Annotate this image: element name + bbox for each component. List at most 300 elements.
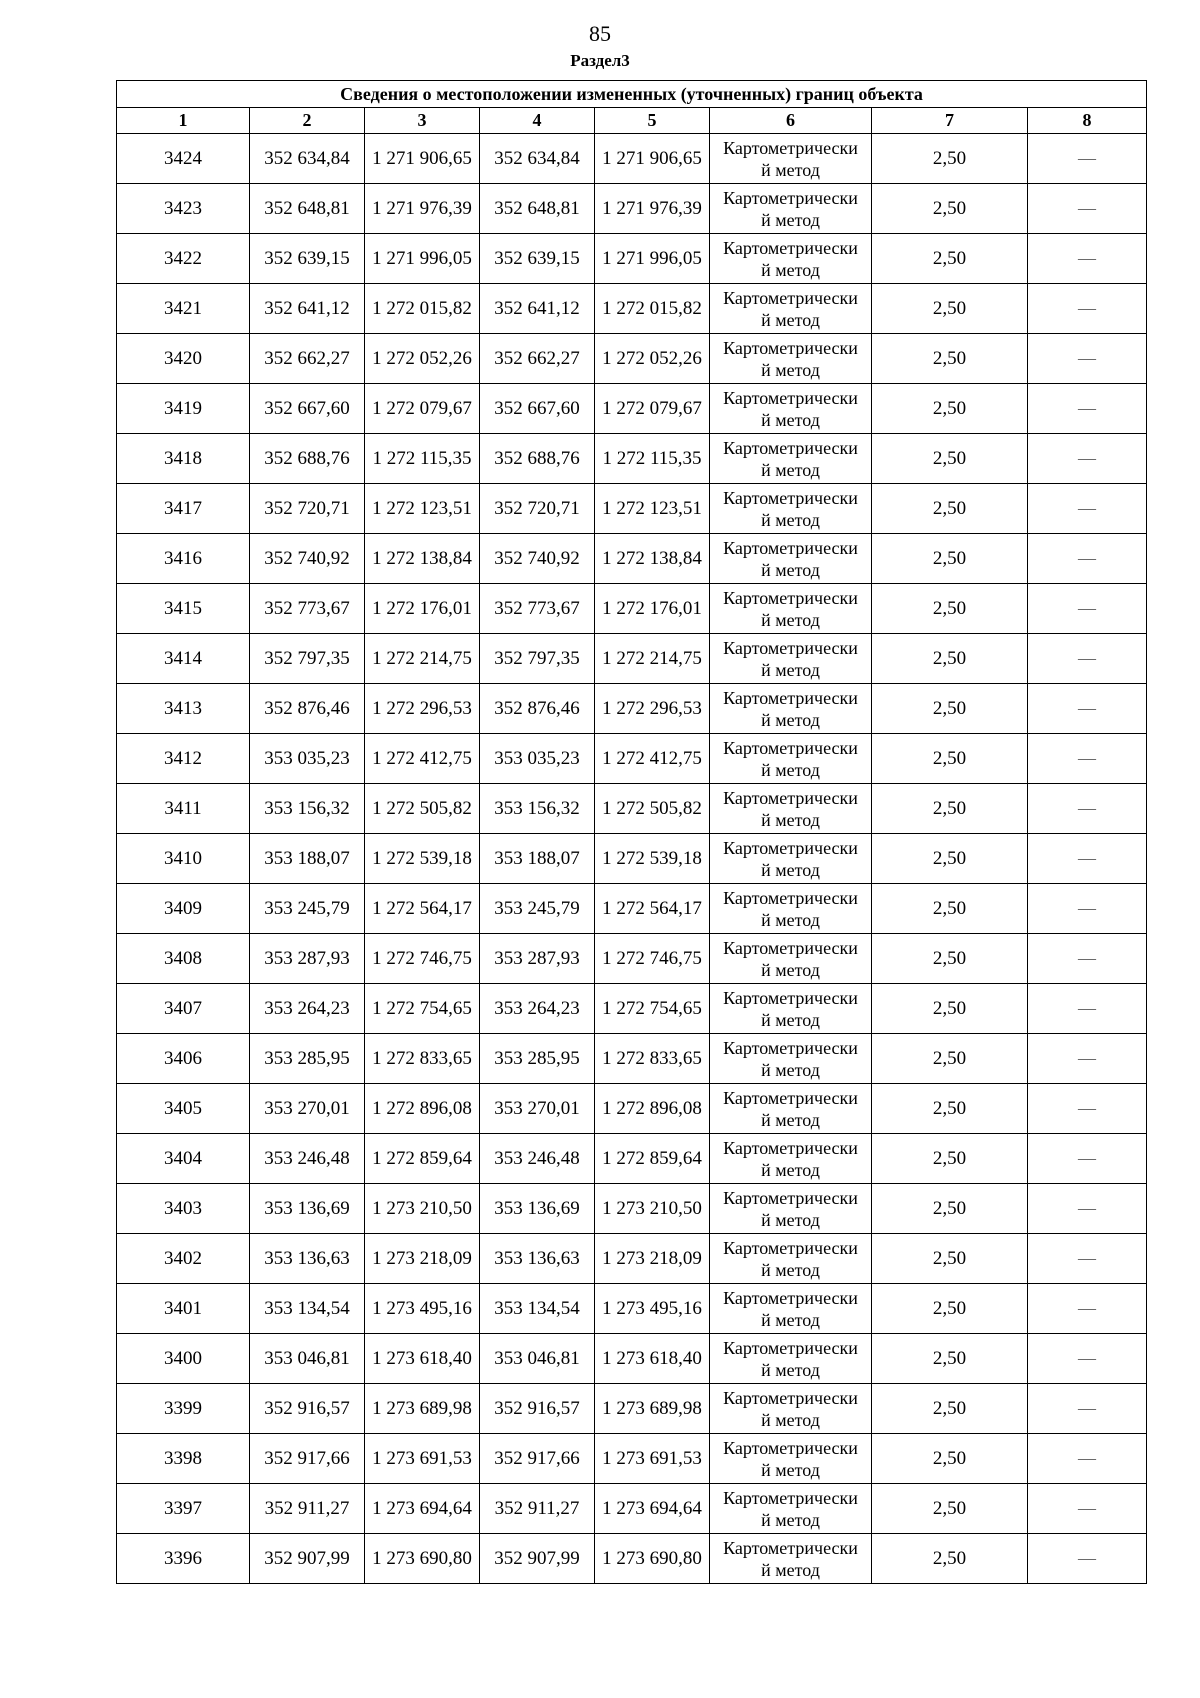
- precision-cell: 2,50: [872, 784, 1028, 834]
- y-coordinate-cell: 1 272 138,84: [595, 534, 710, 584]
- method-cell: [710, 534, 872, 584]
- note-cell: —: [1028, 684, 1147, 734]
- table-caption: Сведения о местоположении измененных (уточненных) границ объекта: [117, 81, 1147, 108]
- precision-cell: 2,50: [872, 984, 1028, 1034]
- method-text-line2: й метод: [761, 1259, 820, 1280]
- x-coordinate-cell: 353 246,48: [250, 1134, 365, 1184]
- point-id-cell: 3421: [117, 284, 250, 334]
- note-cell: —: [1028, 134, 1147, 184]
- method-text-line2: й метод: [761, 609, 820, 630]
- precision-cell: 2,50: [872, 1484, 1028, 1534]
- note-cell: —: [1028, 834, 1147, 884]
- method-text-line1: Картометрически: [723, 1237, 858, 1258]
- x-coordinate-cell: 352 639,15: [480, 234, 595, 284]
- x-coordinate-cell: 352 907,99: [480, 1534, 595, 1584]
- table-row: [117, 1334, 1147, 1384]
- table-row: [117, 1134, 1147, 1184]
- method-text-line1: Картометрически: [723, 1387, 858, 1408]
- method-cell: [710, 634, 872, 684]
- y-coordinate-cell: 1 273 689,98: [595, 1384, 710, 1434]
- method-text-line1: Картометрически: [723, 1187, 858, 1208]
- point-id-cell: 3407: [117, 984, 250, 1034]
- method-cell: [710, 1034, 872, 1084]
- method-text-line1: Картометрически: [723, 1537, 858, 1558]
- x-coordinate-cell: 353 264,23: [480, 984, 595, 1034]
- x-coordinate-cell: 352 641,12: [250, 284, 365, 334]
- y-coordinate-cell: 1 272 564,17: [365, 884, 480, 934]
- x-coordinate-cell: 352 634,84: [250, 134, 365, 184]
- y-coordinate-cell: 1 272 296,53: [595, 684, 710, 734]
- section-title: Раздел3: [570, 51, 630, 70]
- boundary-coordinates-table: [116, 80, 1147, 1584]
- x-coordinate-cell: 352 907,99: [250, 1534, 365, 1584]
- method-text-line1: Картометрически: [723, 1037, 858, 1058]
- table-row: [117, 634, 1147, 684]
- table-row: [117, 284, 1147, 334]
- precision-cell: 2,50: [872, 934, 1028, 984]
- note-cell: —: [1028, 1134, 1147, 1184]
- method-text-line1: Картометрически: [723, 837, 858, 858]
- y-coordinate-cell: 1 272 754,65: [595, 984, 710, 1034]
- x-coordinate-cell: 352 639,15: [250, 234, 365, 284]
- method-text-line1: Картометрически: [723, 637, 858, 658]
- method-cell: [710, 334, 872, 384]
- method-text-line2: й метод: [761, 1559, 820, 1580]
- y-coordinate-cell: 1 273 694,64: [365, 1484, 480, 1534]
- x-coordinate-cell: 353 136,63: [250, 1234, 365, 1284]
- point-id-cell: 3400: [117, 1334, 250, 1384]
- precision-cell: 2,50: [872, 1184, 1028, 1234]
- precision-cell: 2,50: [872, 1534, 1028, 1584]
- note-cell: —: [1028, 734, 1147, 784]
- note-cell: —: [1028, 334, 1147, 384]
- note-cell: —: [1028, 584, 1147, 634]
- point-id-cell: 3410: [117, 834, 250, 884]
- y-coordinate-cell: 1 272 015,82: [365, 284, 480, 334]
- note-cell: —: [1028, 1084, 1147, 1134]
- y-coordinate-cell: 1 273 690,80: [595, 1534, 710, 1584]
- method-text-line2: й метод: [761, 1159, 820, 1180]
- x-coordinate-cell: 352 648,81: [250, 184, 365, 234]
- x-coordinate-cell: 352 917,66: [480, 1434, 595, 1484]
- table-row: [117, 684, 1147, 734]
- method-text-line2: й метод: [761, 759, 820, 780]
- y-coordinate-cell: 1 271 906,65: [365, 134, 480, 184]
- table-row: [117, 1284, 1147, 1334]
- column-number: 2: [250, 108, 365, 134]
- method-text-line2: й метод: [761, 459, 820, 480]
- x-coordinate-cell: 352 911,27: [480, 1484, 595, 1534]
- note-cell: —: [1028, 434, 1147, 484]
- precision-cell: 2,50: [872, 1284, 1028, 1334]
- y-coordinate-cell: 1 272 412,75: [595, 734, 710, 784]
- method-text-line1: Картометрически: [723, 387, 858, 408]
- point-id-cell: 3399: [117, 1384, 250, 1434]
- point-id-cell: 3404: [117, 1134, 250, 1184]
- x-coordinate-cell: 352 740,92: [480, 534, 595, 584]
- method-text-line2: й метод: [761, 409, 820, 430]
- x-coordinate-cell: 353 264,23: [250, 984, 365, 1034]
- note-cell: —: [1028, 1334, 1147, 1384]
- method-cell: [710, 384, 872, 434]
- table-row: [117, 184, 1147, 234]
- point-id-cell: 3397: [117, 1484, 250, 1534]
- method-text-line1: Картометрически: [723, 737, 858, 758]
- x-coordinate-cell: 353 156,32: [250, 784, 365, 834]
- x-coordinate-cell: 352 797,35: [480, 634, 595, 684]
- y-coordinate-cell: 1 272 115,35: [595, 434, 710, 484]
- note-cell: —: [1028, 1234, 1147, 1284]
- column-number: 5: [595, 108, 710, 134]
- page-number: 85: [589, 21, 611, 46]
- method-text-line2: й метод: [761, 1309, 820, 1330]
- point-id-cell: 3414: [117, 634, 250, 684]
- method-text-line1: Картометрически: [723, 537, 858, 558]
- precision-cell: 2,50: [872, 234, 1028, 284]
- precision-cell: 2,50: [872, 284, 1028, 334]
- x-coordinate-cell: 352 773,67: [480, 584, 595, 634]
- y-coordinate-cell: 1 272 754,65: [365, 984, 480, 1034]
- note-cell: —: [1028, 184, 1147, 234]
- y-coordinate-cell: 1 273 618,40: [365, 1334, 480, 1384]
- x-coordinate-cell: 352 662,27: [480, 334, 595, 384]
- note-cell: —: [1028, 884, 1147, 934]
- method-text-line2: й метод: [761, 1059, 820, 1080]
- method-cell: [710, 1484, 872, 1534]
- table-row: [117, 1184, 1147, 1234]
- x-coordinate-cell: 353 156,32: [480, 784, 595, 834]
- precision-cell: 2,50: [872, 134, 1028, 184]
- y-coordinate-cell: 1 272 539,18: [365, 834, 480, 884]
- y-coordinate-cell: 1 271 976,39: [595, 184, 710, 234]
- x-coordinate-cell: 352 917,66: [250, 1434, 365, 1484]
- y-coordinate-cell: 1 273 691,53: [595, 1434, 710, 1484]
- method-text-line1: Картометрически: [723, 1437, 858, 1458]
- method-text-line1: Картометрически: [723, 937, 858, 958]
- x-coordinate-cell: 353 046,81: [480, 1334, 595, 1384]
- table-row: [117, 784, 1147, 834]
- method-text-line2: й метод: [761, 709, 820, 730]
- method-text-line2: й метод: [761, 1509, 820, 1530]
- precision-cell: 2,50: [872, 434, 1028, 484]
- table-row: [117, 1034, 1147, 1084]
- point-id-cell: 3420: [117, 334, 250, 384]
- note-cell: —: [1028, 484, 1147, 534]
- method-text-line2: й метод: [761, 359, 820, 380]
- method-text-line1: Картометрически: [723, 1087, 858, 1108]
- table-row: [117, 934, 1147, 984]
- precision-cell: 2,50: [872, 484, 1028, 534]
- y-coordinate-cell: 1 272 746,75: [595, 934, 710, 984]
- y-coordinate-cell: 1 272 296,53: [365, 684, 480, 734]
- x-coordinate-cell: 353 285,95: [480, 1034, 595, 1084]
- method-text-line1: Картометрически: [723, 587, 858, 608]
- method-cell: [710, 1184, 872, 1234]
- method-cell: [710, 1284, 872, 1334]
- point-id-cell: 3424: [117, 134, 250, 184]
- method-cell: [710, 584, 872, 634]
- x-coordinate-cell: 353 287,93: [480, 934, 595, 984]
- table-row: [117, 1384, 1147, 1434]
- method-cell: [710, 834, 872, 884]
- note-cell: —: [1028, 934, 1147, 984]
- y-coordinate-cell: 1 272 214,75: [595, 634, 710, 684]
- method-cell: [710, 184, 872, 234]
- y-coordinate-cell: 1 273 495,16: [595, 1284, 710, 1334]
- method-text-line2: й метод: [761, 1409, 820, 1430]
- y-coordinate-cell: 1 272 564,17: [595, 884, 710, 934]
- note-cell: —: [1028, 1484, 1147, 1534]
- x-coordinate-cell: 352 688,76: [250, 434, 365, 484]
- point-id-cell: 3422: [117, 234, 250, 284]
- method-text-line2: й метод: [761, 1109, 820, 1130]
- point-id-cell: 3418: [117, 434, 250, 484]
- y-coordinate-cell: 1 272 505,82: [595, 784, 710, 834]
- note-cell: —: [1028, 284, 1147, 334]
- note-cell: —: [1028, 784, 1147, 834]
- precision-cell: 2,50: [872, 1384, 1028, 1434]
- method-cell: [710, 284, 872, 334]
- method-text-line1: Картометрически: [723, 1287, 858, 1308]
- x-coordinate-cell: 352 662,27: [250, 334, 365, 384]
- table-body: [117, 134, 1147, 1584]
- x-coordinate-cell: 353 287,93: [250, 934, 365, 984]
- x-coordinate-cell: 353 046,81: [250, 1334, 365, 1384]
- table-row: [117, 1534, 1147, 1584]
- precision-cell: 2,50: [872, 384, 1028, 434]
- note-cell: —: [1028, 234, 1147, 284]
- x-coordinate-cell: 353 134,54: [480, 1284, 595, 1334]
- column-number: 7: [872, 108, 1028, 134]
- method-cell: [710, 134, 872, 184]
- method-text-line2: й метод: [761, 309, 820, 330]
- method-cell: [710, 1434, 872, 1484]
- table-row: [117, 334, 1147, 384]
- column-number: 8: [1028, 108, 1147, 134]
- note-cell: —: [1028, 1034, 1147, 1084]
- x-coordinate-cell: 353 188,07: [480, 834, 595, 884]
- method-text-line2: й метод: [761, 259, 820, 280]
- point-id-cell: 3423: [117, 184, 250, 234]
- note-cell: —: [1028, 984, 1147, 1034]
- method-text-line1: Картометрически: [723, 487, 858, 508]
- x-coordinate-cell: 353 188,07: [250, 834, 365, 884]
- y-coordinate-cell: 1 273 689,98: [365, 1384, 480, 1434]
- y-coordinate-cell: 1 272 859,64: [595, 1134, 710, 1184]
- method-text-line1: Картометрически: [723, 987, 858, 1008]
- note-cell: —: [1028, 1284, 1147, 1334]
- table-row: [117, 484, 1147, 534]
- method-cell: [710, 1534, 872, 1584]
- method-text-line1: Картометрически: [723, 187, 858, 208]
- column-number: 3: [365, 108, 480, 134]
- x-coordinate-cell: 353 270,01: [480, 1084, 595, 1134]
- point-id-cell: 3403: [117, 1184, 250, 1234]
- point-id-cell: 3419: [117, 384, 250, 434]
- y-coordinate-cell: 1 272 079,67: [365, 384, 480, 434]
- point-id-cell: 3411: [117, 784, 250, 834]
- y-coordinate-cell: 1 271 996,05: [595, 234, 710, 284]
- method-text-line1: Картометрически: [723, 1137, 858, 1158]
- column-number: 1: [117, 108, 250, 134]
- x-coordinate-cell: 353 136,69: [480, 1184, 595, 1234]
- note-cell: —: [1028, 634, 1147, 684]
- x-coordinate-cell: 353 245,79: [480, 884, 595, 934]
- y-coordinate-cell: 1 273 690,80: [365, 1534, 480, 1584]
- table-row: [117, 134, 1147, 184]
- y-coordinate-cell: 1 272 123,51: [595, 484, 710, 534]
- note-cell: —: [1028, 1434, 1147, 1484]
- precision-cell: 2,50: [872, 1034, 1028, 1084]
- table-row: [117, 734, 1147, 784]
- x-coordinate-cell: 353 136,69: [250, 1184, 365, 1234]
- y-coordinate-cell: 1 272 015,82: [595, 284, 710, 334]
- method-text-line1: Картометрически: [723, 237, 858, 258]
- column-number: 6: [710, 108, 872, 134]
- method-text-line1: Картометрически: [723, 1487, 858, 1508]
- y-coordinate-cell: 1 271 976,39: [365, 184, 480, 234]
- point-id-cell: 3413: [117, 684, 250, 734]
- method-cell: [710, 884, 872, 934]
- table-row: [117, 1484, 1147, 1534]
- column-numbers-row: [117, 108, 1147, 134]
- x-coordinate-cell: 352 720,71: [250, 484, 365, 534]
- method-text-line2: й метод: [761, 909, 820, 930]
- point-id-cell: 3396: [117, 1534, 250, 1584]
- y-coordinate-cell: 1 272 896,08: [595, 1084, 710, 1134]
- precision-cell: 2,50: [872, 584, 1028, 634]
- method-text-line1: Картометрически: [723, 887, 858, 908]
- point-id-cell: 3416: [117, 534, 250, 584]
- note-cell: —: [1028, 1534, 1147, 1584]
- method-cell: [710, 984, 872, 1034]
- precision-cell: 2,50: [872, 1234, 1028, 1284]
- x-coordinate-cell: 352 916,57: [480, 1384, 595, 1434]
- method-text-line2: й метод: [761, 1459, 820, 1480]
- x-coordinate-cell: 353 246,48: [480, 1134, 595, 1184]
- method-cell: [710, 1134, 872, 1184]
- method-cell: [710, 1384, 872, 1434]
- x-coordinate-cell: 352 911,27: [250, 1484, 365, 1534]
- x-coordinate-cell: 352 740,92: [250, 534, 365, 584]
- y-coordinate-cell: 1 272 833,65: [365, 1034, 480, 1084]
- x-coordinate-cell: 352 876,46: [250, 684, 365, 734]
- x-coordinate-cell: 353 136,63: [480, 1234, 595, 1284]
- point-id-cell: 3408: [117, 934, 250, 984]
- method-cell: [710, 1234, 872, 1284]
- y-coordinate-cell: 1 271 996,05: [365, 234, 480, 284]
- table-row: [117, 1084, 1147, 1134]
- table-row: [117, 234, 1147, 284]
- method-text-line1: Картометрически: [723, 287, 858, 308]
- y-coordinate-cell: 1 271 906,65: [595, 134, 710, 184]
- method-text-line1: Картометрически: [723, 787, 858, 808]
- precision-cell: 2,50: [872, 1434, 1028, 1484]
- method-text-line2: й метод: [761, 509, 820, 530]
- point-id-cell: 3398: [117, 1434, 250, 1484]
- x-coordinate-cell: 353 035,23: [250, 734, 365, 784]
- y-coordinate-cell: 1 273 694,64: [595, 1484, 710, 1534]
- method-cell: [710, 1334, 872, 1384]
- precision-cell: 2,50: [872, 1084, 1028, 1134]
- x-coordinate-cell: 352 641,12: [480, 284, 595, 334]
- x-coordinate-cell: 353 285,95: [250, 1034, 365, 1084]
- table-caption-row: [117, 81, 1147, 108]
- y-coordinate-cell: 1 273 218,09: [595, 1234, 710, 1284]
- point-id-cell: 3409: [117, 884, 250, 934]
- method-text-line2: й метод: [761, 659, 820, 680]
- method-text-line2: й метод: [761, 559, 820, 580]
- table-row: [117, 434, 1147, 484]
- note-cell: —: [1028, 1384, 1147, 1434]
- y-coordinate-cell: 1 272 052,26: [365, 334, 480, 384]
- table-row: [117, 884, 1147, 934]
- y-coordinate-cell: 1 272 214,75: [365, 634, 480, 684]
- point-id-cell: 3402: [117, 1234, 250, 1284]
- y-coordinate-cell: 1 273 210,50: [365, 1184, 480, 1234]
- y-coordinate-cell: 1 273 218,09: [365, 1234, 480, 1284]
- method-text-line1: Картометрически: [723, 437, 858, 458]
- table-row: [117, 1434, 1147, 1484]
- y-coordinate-cell: 1 272 833,65: [595, 1034, 710, 1084]
- table-row: [117, 534, 1147, 584]
- table-row: [117, 834, 1147, 884]
- y-coordinate-cell: 1 272 859,64: [365, 1134, 480, 1184]
- method-cell: [710, 784, 872, 834]
- method-text-line1: Картометрически: [723, 1337, 858, 1358]
- y-coordinate-cell: 1 273 618,40: [595, 1334, 710, 1384]
- method-text-line1: Картометрически: [723, 687, 858, 708]
- method-text-line2: й метод: [761, 1359, 820, 1380]
- x-coordinate-cell: 353 035,23: [480, 734, 595, 784]
- precision-cell: 2,50: [872, 634, 1028, 684]
- precision-cell: 2,50: [872, 334, 1028, 384]
- precision-cell: 2,50: [872, 684, 1028, 734]
- method-text-line2: й метод: [761, 809, 820, 830]
- method-text-line2: й метод: [761, 859, 820, 880]
- x-coordinate-cell: 352 876,46: [480, 684, 595, 734]
- precision-cell: 2,50: [872, 884, 1028, 934]
- method-cell: [710, 484, 872, 534]
- method-cell: [710, 1084, 872, 1134]
- y-coordinate-cell: 1 272 138,84: [365, 534, 480, 584]
- column-number: 4: [480, 108, 595, 134]
- y-coordinate-cell: 1 272 176,01: [595, 584, 710, 634]
- table-row: [117, 984, 1147, 1034]
- y-coordinate-cell: 1 272 896,08: [365, 1084, 480, 1134]
- point-id-cell: 3415: [117, 584, 250, 634]
- y-coordinate-cell: 1 272 176,01: [365, 584, 480, 634]
- precision-cell: 2,50: [872, 1134, 1028, 1184]
- x-coordinate-cell: 352 667,60: [480, 384, 595, 434]
- method-text-line1: Картометрически: [723, 137, 858, 158]
- method-cell: [710, 934, 872, 984]
- y-coordinate-cell: 1 273 495,16: [365, 1284, 480, 1334]
- precision-cell: 2,50: [872, 184, 1028, 234]
- table-row: [117, 584, 1147, 634]
- y-coordinate-cell: 1 272 052,26: [595, 334, 710, 384]
- table-row: [117, 384, 1147, 434]
- x-coordinate-cell: 352 773,67: [250, 584, 365, 634]
- x-coordinate-cell: 352 667,60: [250, 384, 365, 434]
- x-coordinate-cell: 352 634,84: [480, 134, 595, 184]
- x-coordinate-cell: 352 720,71: [480, 484, 595, 534]
- method-cell: [710, 734, 872, 784]
- y-coordinate-cell: 1 272 123,51: [365, 484, 480, 534]
- x-coordinate-cell: 353 245,79: [250, 884, 365, 934]
- point-id-cell: 3401: [117, 1284, 250, 1334]
- method-text-line2: й метод: [761, 1209, 820, 1230]
